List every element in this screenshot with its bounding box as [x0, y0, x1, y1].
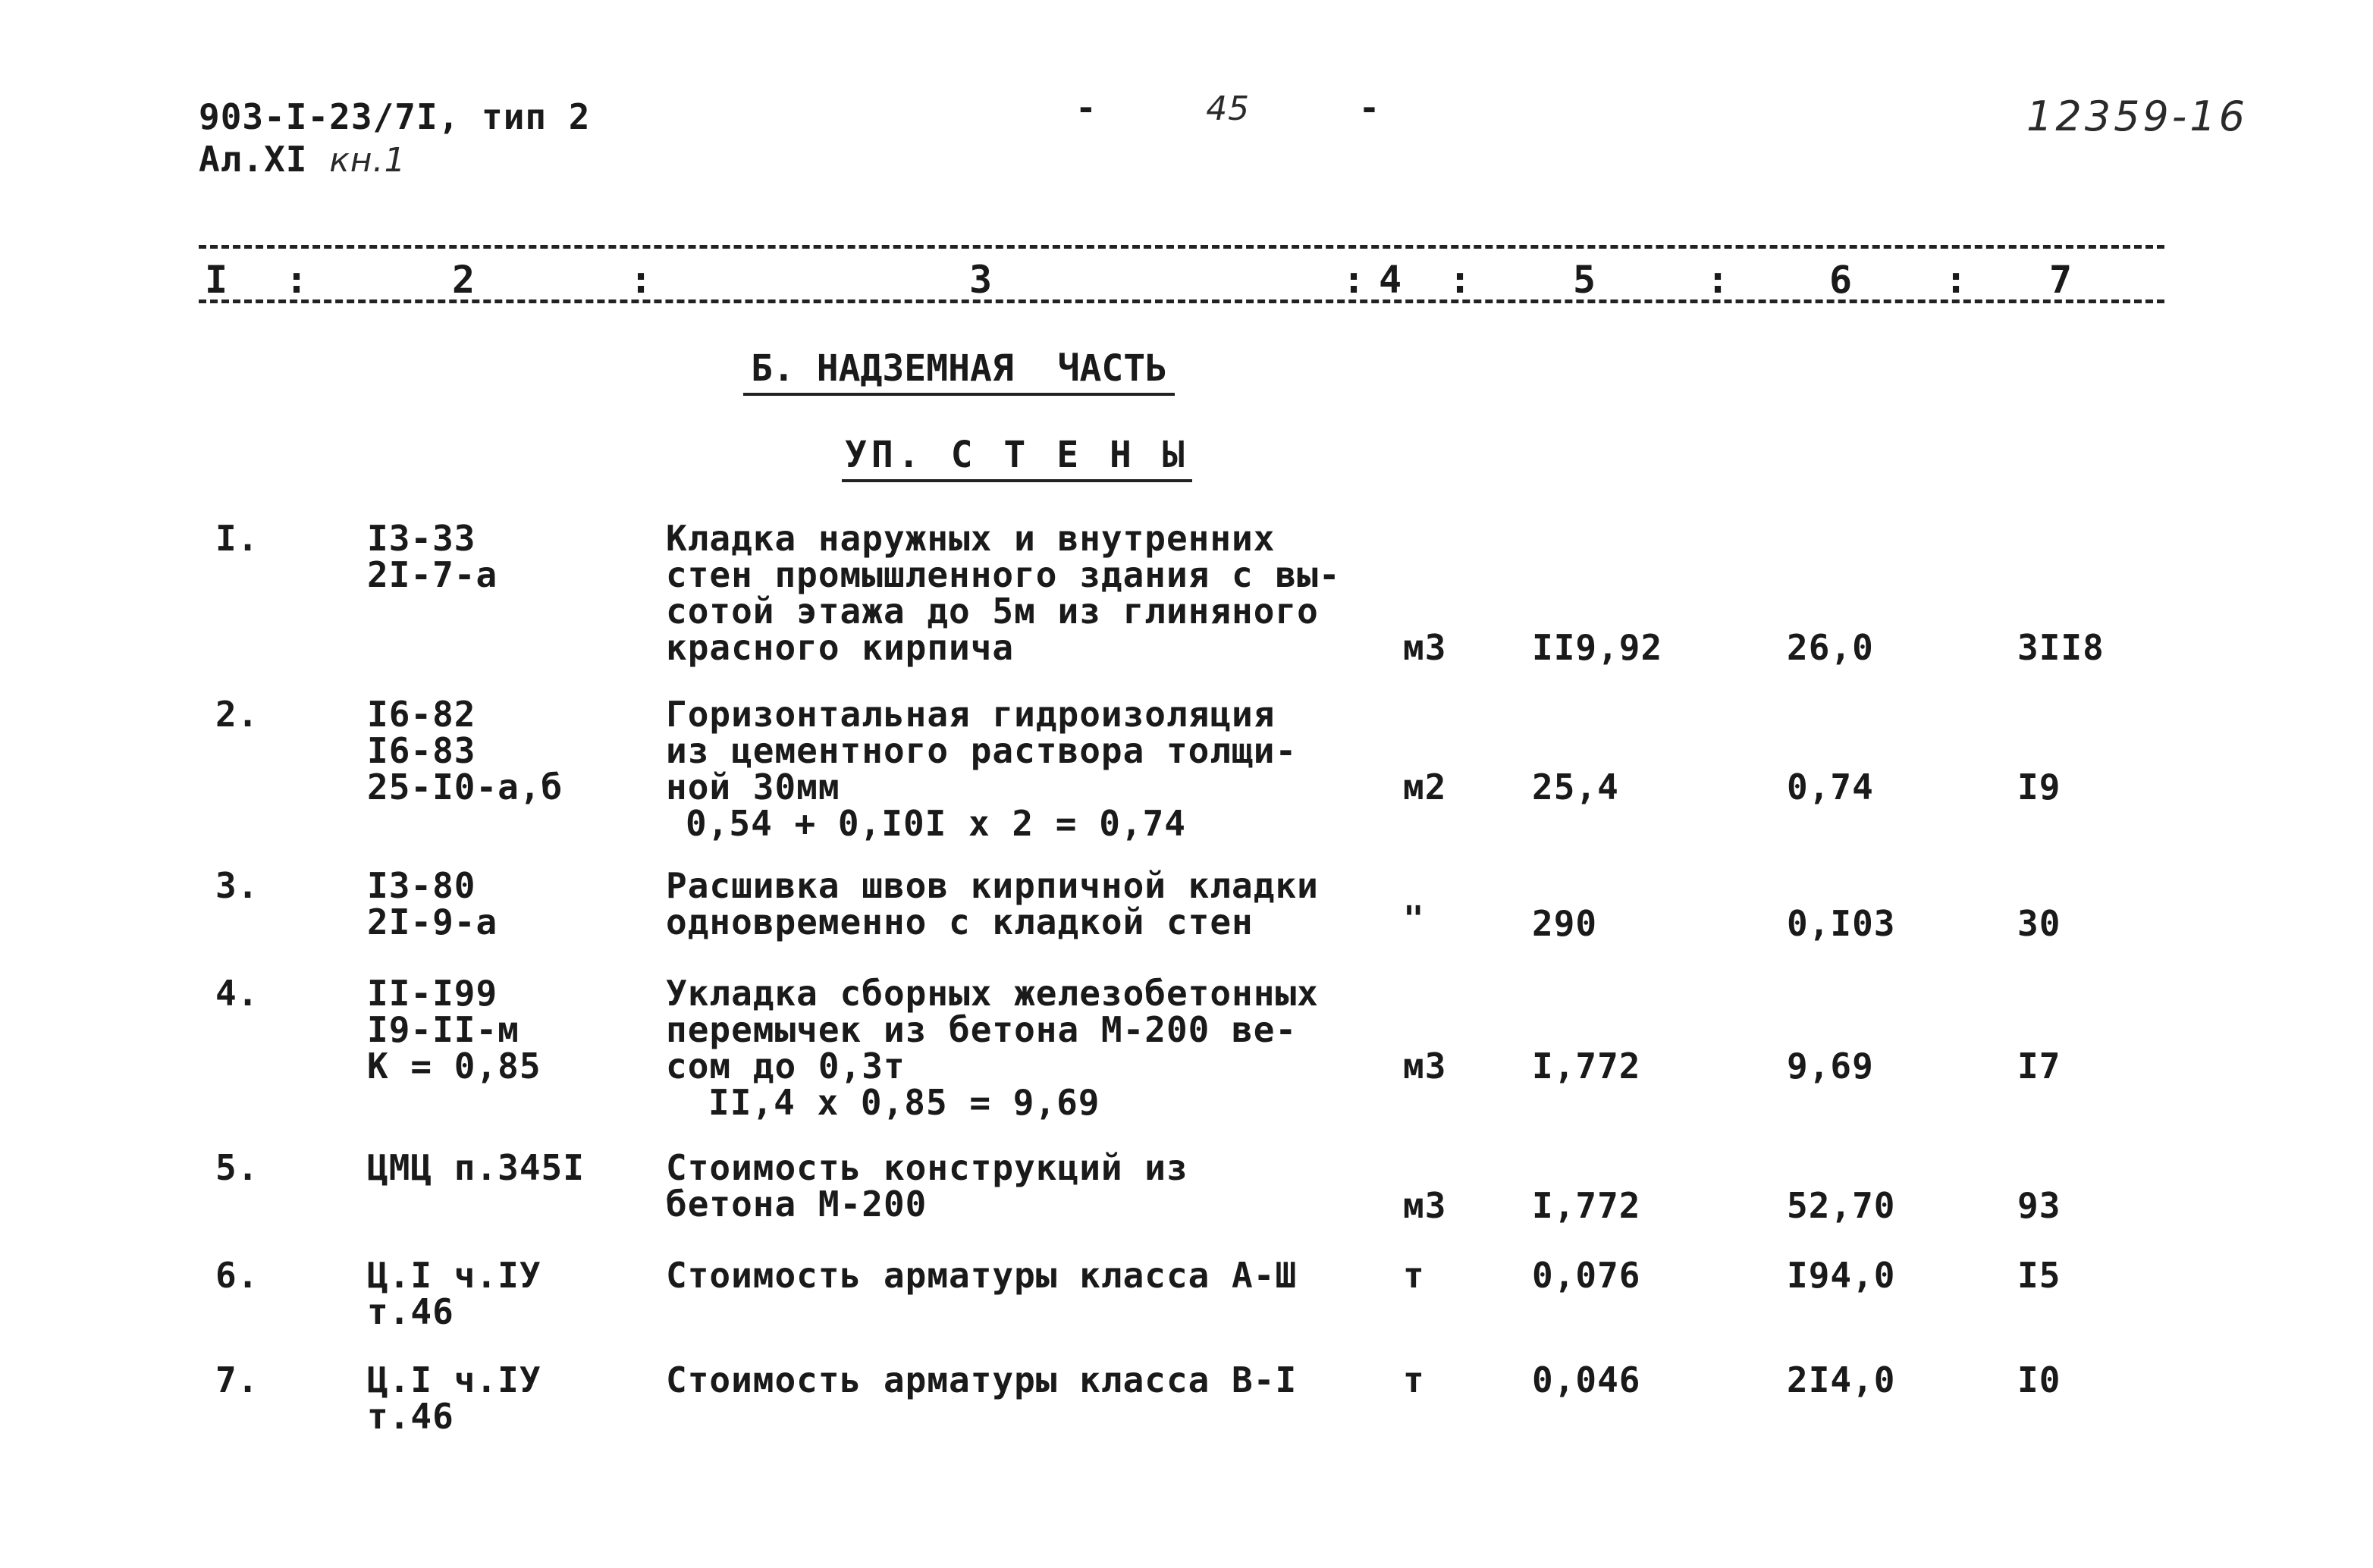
row-unit-price: 2I4,0 — [1787, 1359, 1896, 1400]
coefficient-line: К = 0,85 — [367, 1046, 541, 1087]
code-line: Ц.I ч.IУ — [367, 1255, 541, 1296]
description-line: красного кирпича — [666, 627, 1015, 668]
row-code — [367, 973, 541, 1087]
row-unit: м3 — [1403, 1046, 1447, 1087]
row-quantity: 290 — [1532, 903, 1598, 944]
column-separator: : — [1342, 258, 1366, 302]
formula-line: II,4 x 0,85 = 9,69 — [708, 1082, 1100, 1123]
album-typed: Ал.XI — [199, 139, 308, 180]
album-handwritten: кн.1 — [329, 141, 406, 180]
column-number-2: 2 — [452, 258, 476, 302]
header-dash-line-bottom — [199, 299, 2164, 303]
row-unit: м2 — [1403, 767, 1447, 808]
column-separator: : — [1449, 258, 1472, 302]
code-line: I6-82 — [367, 694, 476, 735]
row-description — [666, 1257, 1297, 1294]
description-line: сом до 0,3т — [666, 1046, 906, 1087]
code-line: I3-33 — [367, 518, 476, 559]
description-line: Укладка сборных железобетонных — [666, 973, 1319, 1014]
row-number: I. — [215, 518, 259, 559]
subsection-title: УП. С Т Е Н Ы — [842, 434, 1192, 482]
row-unit-price: I94,0 — [1787, 1255, 1896, 1296]
row-number: 5. — [215, 1147, 259, 1188]
row-unit-price: 26,0 — [1787, 627, 1874, 668]
page-dash-left: - — [1075, 87, 1097, 128]
row-description — [666, 520, 1341, 666]
description-line: бетона М-200 — [666, 1184, 928, 1225]
row-description — [666, 1359, 1298, 1400]
row-total: 93 — [2017, 1185, 2061, 1226]
row-code — [367, 1149, 585, 1186]
column-number-5: 5 — [1573, 258, 1596, 302]
row-total: 3II8 — [2017, 627, 2105, 668]
row-unit: т — [1403, 1359, 1425, 1400]
description-line: Кладка наружных и внутренних — [666, 518, 1276, 559]
code-line: т.46 — [367, 1396, 454, 1437]
description-line: стен промышленного здания с вы- — [666, 554, 1341, 595]
row-code — [367, 1257, 541, 1330]
page-number-value: 45 — [1206, 89, 1251, 128]
code-line: т.46 — [367, 1291, 454, 1332]
row-unit-price: 0,I03 — [1787, 903, 1896, 944]
description-line: ной 30мм — [666, 767, 840, 808]
description-line: сотой этажа до 5м из глиняного — [666, 591, 1319, 632]
column-separator: : — [1945, 258, 1968, 302]
row-number: 4. — [215, 973, 259, 1014]
column-number-4: 4 — [1379, 258, 1402, 302]
code-line: 25-I0-а,б — [367, 767, 563, 808]
column-number-7: 7 — [2049, 258, 2073, 302]
row-number: 3. — [215, 865, 259, 906]
section-title: Б. НАДЗЕМНАЯ ЧАСТЬ — [743, 347, 1175, 396]
row-code — [367, 520, 498, 593]
header-dash-line-top — [199, 245, 2164, 249]
column-separator: : — [1706, 258, 1730, 302]
description-line: перемычек из бетона М-200 ве- — [666, 1009, 1298, 1050]
code-line: 2I-7-а — [367, 554, 498, 595]
code-line: I6-83 — [367, 730, 476, 771]
formula-line: 0,54 + 0,I0I x 2 = 0,74 — [686, 803, 1186, 844]
code-line: I9-II-м — [367, 1009, 519, 1050]
row-unit-price: 52,70 — [1787, 1185, 1896, 1226]
description-line: Расшивка швов кирпичной кладки — [666, 865, 1319, 906]
code-line: 2I-9-а — [367, 902, 498, 942]
page-number — [1075, 89, 1380, 127]
code-line: II-I99 — [367, 973, 498, 1014]
row-quantity: I,772 — [1532, 1046, 1641, 1087]
column-number-3: 3 — [969, 258, 993, 302]
row-unit: м3 — [1403, 627, 1447, 668]
row-total: I7 — [2017, 1046, 2061, 1087]
row-total: I5 — [2017, 1255, 2061, 1296]
row-total: I0 — [2017, 1359, 2061, 1400]
column-number-6: 6 — [1829, 258, 1853, 302]
row-quantity: 0,076 — [1532, 1255, 1641, 1296]
description-line: одновременно с кладкой стен — [666, 902, 1254, 942]
code-line: Ц.I ч.IУ — [367, 1359, 541, 1400]
code-line: I3-80 — [367, 865, 476, 906]
row-code — [367, 1359, 541, 1437]
archive-number: 12359-16 — [2026, 93, 2248, 140]
description-line: из цементного раствора толщи- — [666, 730, 1298, 771]
row-description — [666, 975, 1319, 1121]
column-separator: : — [285, 258, 309, 302]
description-line: Стоимость арматуры класса А-Ш — [666, 1255, 1298, 1296]
row-number: 7. — [215, 1359, 259, 1400]
row-unit: " — [1403, 898, 1425, 939]
row-unit-price: 0,74 — [1787, 767, 1874, 808]
row-number: 6. — [215, 1255, 259, 1296]
row-total: I9 — [2017, 767, 2061, 808]
row-code — [367, 867, 498, 940]
description-line: Горизонтальная гидроизоляция — [666, 694, 1276, 735]
document-code: 903-I-23/7I, тип 2 — [199, 96, 591, 137]
code-line: ЦМЦ п.345I — [367, 1147, 585, 1188]
row-code — [367, 694, 563, 808]
row-unit: т — [1403, 1255, 1425, 1296]
column-separator: : — [629, 258, 653, 302]
row-quantity: II9,92 — [1532, 627, 1663, 668]
page-dash-right: - — [1358, 87, 1381, 128]
row-description — [666, 696, 1297, 842]
column-number-1: I — [205, 258, 228, 302]
row-unit: м3 — [1403, 1185, 1447, 1226]
row-quantity: 0,046 — [1532, 1359, 1641, 1400]
row-description — [666, 1147, 1188, 1225]
row-quantity: I,772 — [1532, 1185, 1641, 1226]
row-quantity: 25,4 — [1532, 767, 1619, 808]
row-unit-price: 9,69 — [1787, 1046, 1874, 1087]
album-label — [199, 141, 406, 179]
row-description — [666, 867, 1319, 940]
row-total: 30 — [2017, 903, 2061, 944]
row-number: 2. — [215, 694, 259, 735]
description-line: Стоимость арматуры класса В-I — [666, 1359, 1298, 1400]
description-line: Стоимость конструкций из — [666, 1147, 1188, 1188]
